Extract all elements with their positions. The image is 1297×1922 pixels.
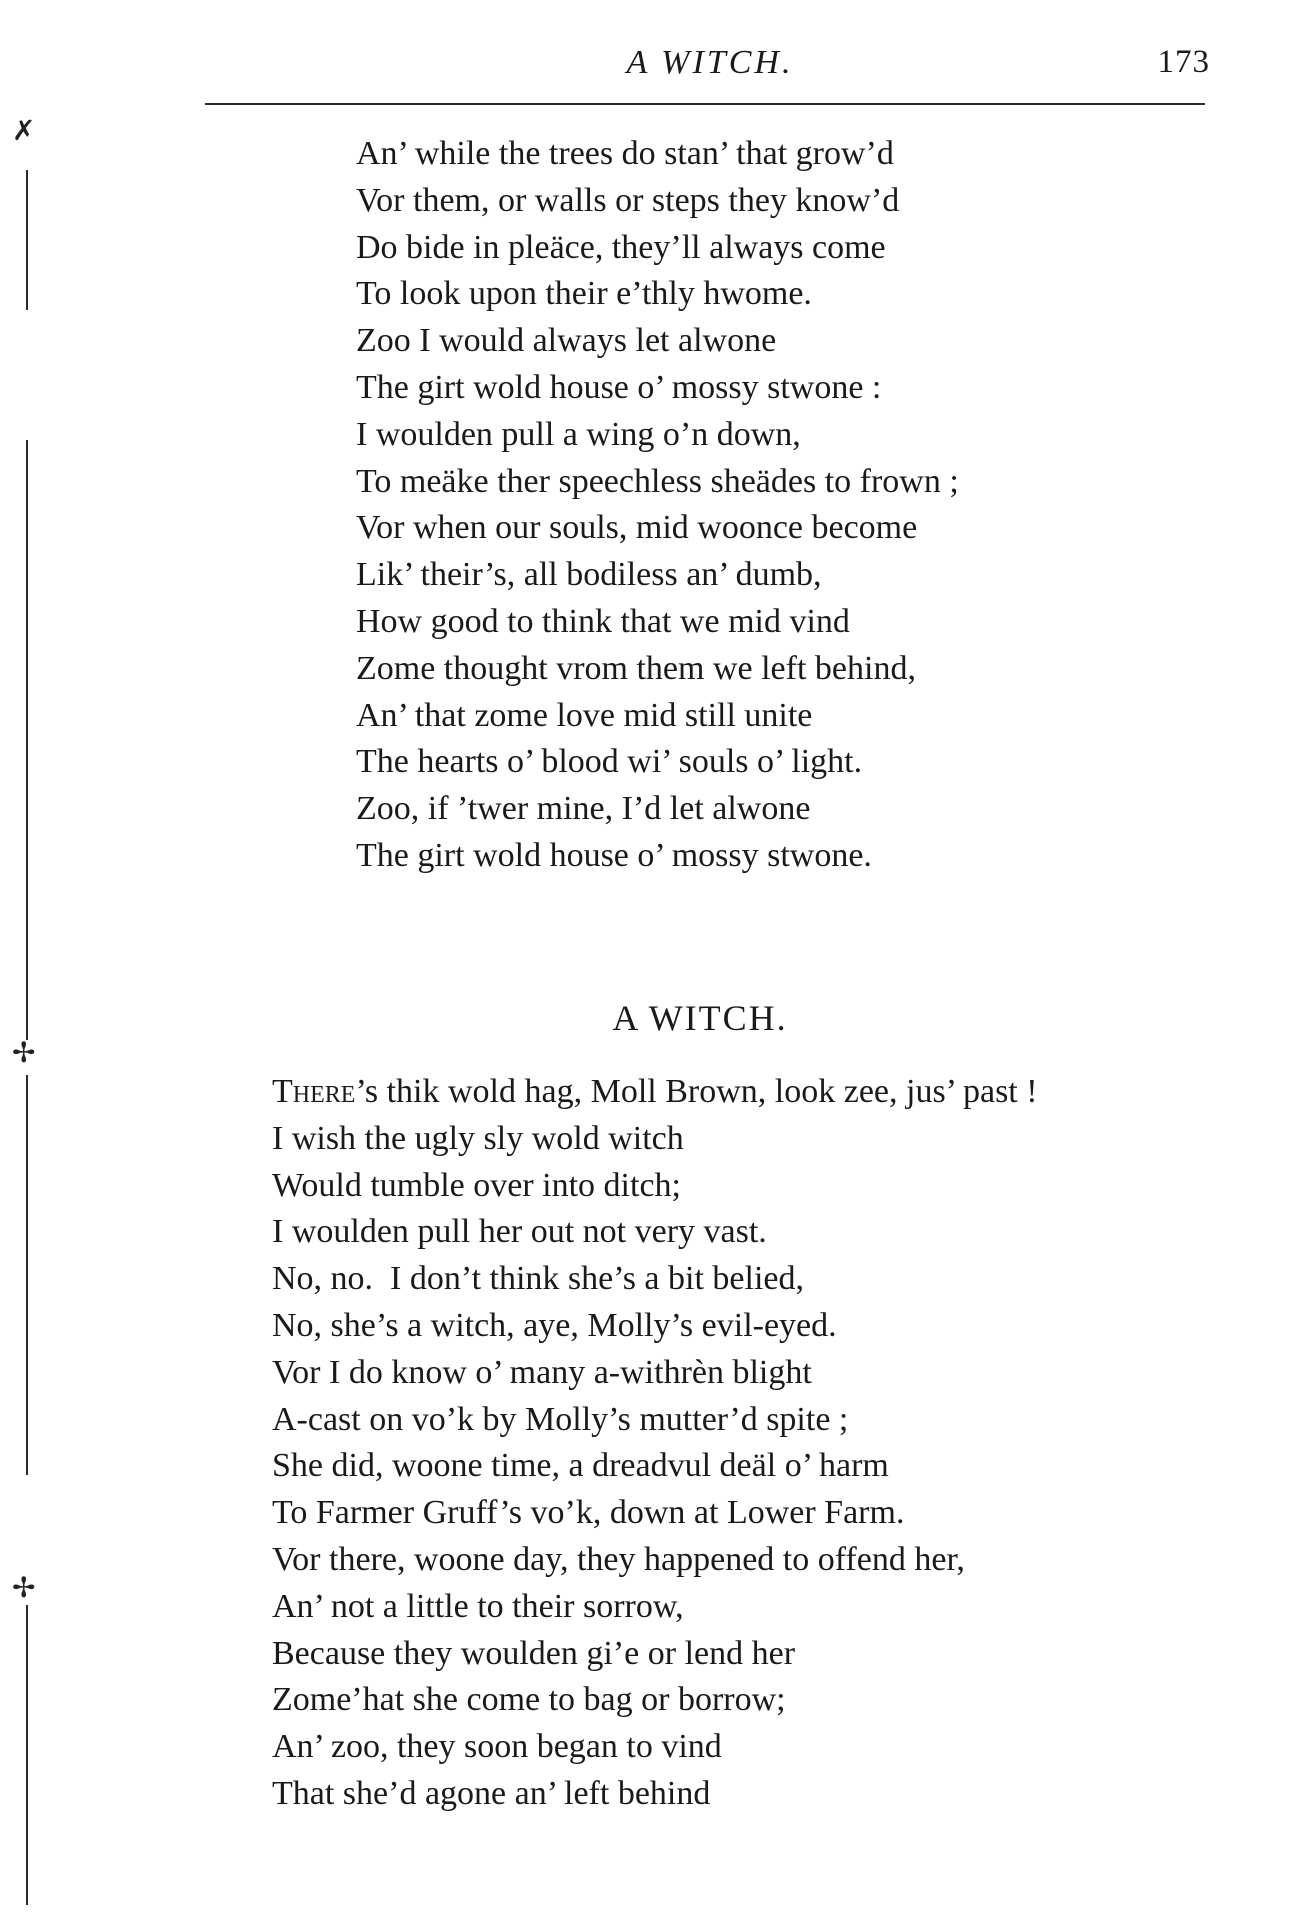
verse-line: The hearts o’ blood wi’ souls o’ light. [356, 743, 863, 781]
margin-rule-3 [26, 1075, 28, 1475]
verse-line: That she’d agone an’ left behind [272, 1774, 711, 1812]
header-rule [205, 103, 1205, 105]
margin-mark-3: ✢ [12, 1573, 36, 1604]
verse-line: She did, woone time, a dreadvul deäl o’ harm [272, 1447, 889, 1485]
verse-line: I woulden pull a wing o’n down, [356, 415, 801, 453]
verse-line: Vor there, woone day, they happened to offend her, [272, 1540, 965, 1578]
witch-poem-stanza [272, 1069, 1038, 1818]
verse-line: Zome thought vrom them we left behind, [356, 649, 916, 687]
margin-rule-1 [26, 170, 28, 310]
verse-line: A-cast on vo’k by Molly’s mutter’d spite ; [272, 1400, 849, 1438]
verse-line: An’ while the trees do stan’ that grow’d [356, 135, 894, 172]
margin-rule-2 [26, 440, 28, 1040]
margin-rule-4 [26, 1605, 28, 1905]
margin-mark-1: ✗ [12, 116, 36, 147]
verse-line: An’ zoo, they soon began to vind [272, 1728, 722, 1766]
verse-line: An’ that zome love mid still unite [356, 696, 813, 734]
first-line-text: ’s thik wold hag, Moll Brown, look zee, jus’ past ! [355, 1073, 1038, 1110]
verse-line: Lik’ their’s, all bodiless an’ dumb, [356, 556, 822, 594]
verse-line: Because they woulden gi’e or lend her [272, 1634, 796, 1672]
verse-line: How good to think that we mid vind [356, 602, 850, 640]
verse-line: To look upon their e’thly hwome. [356, 275, 812, 313]
opening-word: There [272, 1073, 356, 1110]
verse-line: I woulden pull her out not very vast. [272, 1213, 767, 1251]
verse-line: Zome’hat she come to bag or borrow; [272, 1681, 786, 1719]
verse-line: Vor them, or walls or steps they know’d [356, 181, 900, 219]
margin-mark-2: ✢ [12, 1038, 36, 1069]
poem-title: A WITCH. [612, 998, 788, 1038]
verse-line: Zoo I would always let alwone [356, 322, 777, 360]
verse-line: The girt wold house o’ mossy stwone. [356, 836, 872, 874]
verse-line: Would tumble over into ditch; [272, 1166, 681, 1204]
verse-line: To meäke ther speechless sheädes to frown ; [356, 462, 959, 500]
verse-line: No, she’s a witch, aye, Molly’s evil-eyed. [272, 1306, 837, 1344]
verse-line: An’ not a little to their sorrow, [272, 1587, 684, 1625]
verse-line: No, no. I don’t think she’s a bit belied, [272, 1260, 804, 1298]
running-head [0, 44, 1297, 94]
verse-line: I wish the ugly sly wold witch [272, 1119, 684, 1157]
verse-line: Zoo, if ’twer mine, I’d let alwone [356, 790, 811, 828]
previous-poem-stanza [356, 131, 959, 880]
verse-line: Do bide in pleäce, they’ll always come [356, 228, 886, 266]
verse-line-first [272, 1069, 1038, 1116]
verse-line: Vor I do know o’ many a-withrèn blight [272, 1353, 812, 1391]
running-title: A WITCH. [626, 44, 794, 81]
verse-line: To Farmer Gruff’s vo’k, down at Lower Farm. [272, 1494, 905, 1532]
verse-line: The girt wold house o’ mossy stwone : [356, 368, 882, 406]
page-number: 173 [1157, 44, 1210, 80]
verse-line: Vor when our souls, mid woonce become [356, 509, 918, 547]
